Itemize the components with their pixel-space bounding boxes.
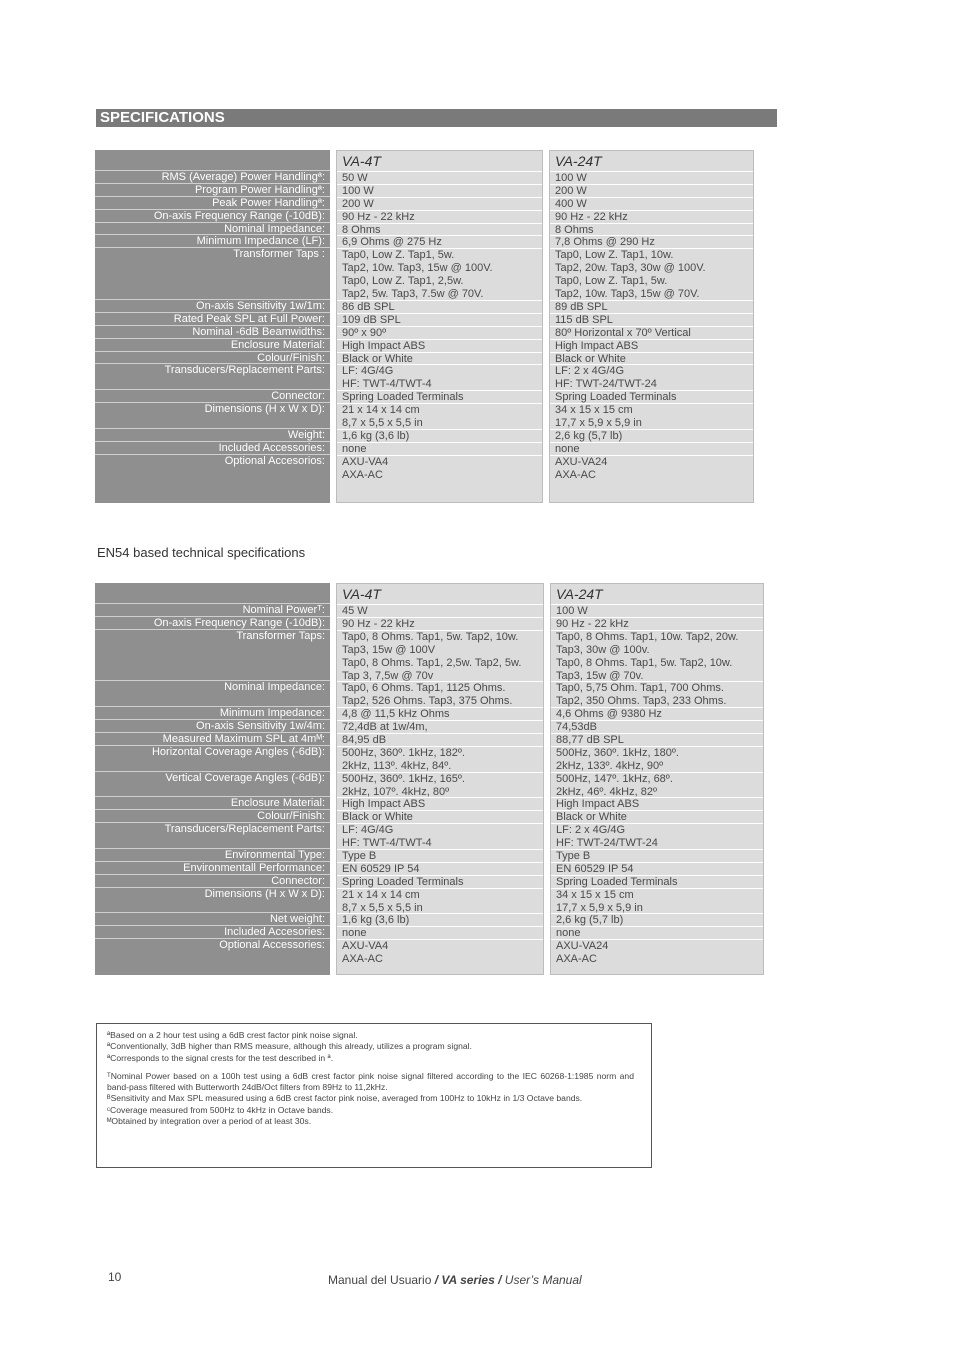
spec-value-line: 90 Hz - 22 kHz [556,617,629,630]
spec-value [551,888,763,914]
model-column-2 [550,583,764,975]
spec-value [337,707,543,720]
spec-value [337,810,543,823]
spec-value [550,390,753,403]
spec-value [550,197,753,210]
spec-label: On-axis Frequency Range (-10dB): [95,209,330,222]
spec-label: Dimensions (H x W x D): [95,402,330,428]
spec-value-line: AXA-AC [556,953,597,966]
spec-value-line: Spring Loaded Terminals [342,391,464,404]
spec-value-line: none [342,927,367,940]
spec-value-line: EN 60529 IP 54 [556,862,634,875]
spec-value-line: 72,4dB at 1w/4m, [342,721,428,733]
spec-label: Optional Accesorios: [95,454,330,480]
spec-value-line: 2,6 kg (5,7 lb) [556,914,624,927]
spec-value [551,810,763,823]
spec-value [337,390,542,403]
spec-value-line: Tap0, 8 Ohms. Tap1, 5w. Tap2, 10w. [342,630,519,643]
spec-label: Weight: [95,428,330,441]
spec-value-line: 90 Hz - 22 kHz [555,210,628,223]
spec-value [337,926,543,939]
spec-value-line: Spring Loaded Terminals [555,391,677,404]
spec-value-line: Tap2, 20w. Tap3, 30w @ 100V. [555,262,706,275]
page-footer [328,1273,582,1287]
spec-value [337,875,543,888]
spec-value-line: 115 dB SPL [555,313,613,326]
spec-value [550,455,753,481]
footer-spanish-title: Manual del Usuario [328,1273,435,1287]
spec-value-line: 100 W [342,184,374,197]
spec-value [337,455,542,481]
spec-value-line: 86 dB SPL [342,300,395,313]
spec-table-primary [95,150,754,503]
footnote: ᴹObtained by integration over a period of at least 30s. [107,1116,312,1127]
spec-value [337,197,542,210]
spec-value-line: HF: TWT-24/TWT-24 [555,378,657,391]
spec-value-line: 4,6 Ohms @ 9380 Hz [556,708,662,721]
spec-label: On-axis Frequency Range (-10dB): [95,616,330,629]
spec-value-line: 21 x 14 x 14 cm [342,404,420,417]
header-spacer [95,583,330,603]
spec-value-line: LF: 4G/4G [342,824,394,837]
spec-value-line: AXU-VA24 [555,455,608,468]
spec-value [550,184,753,197]
spec-value [551,733,763,746]
spec-value [337,326,542,339]
spec-label: Nominal -6dB Beamwidths: [95,325,330,338]
spec-label: Colour/Finish: [95,351,330,364]
spec-value-line: 2,6 kg (5,7 lb) [555,429,623,442]
spec-value [551,720,763,733]
spec-value-line: Black or White [555,352,626,365]
page-number: 10 [108,1270,122,1284]
spec-value-line: 8,7 x 5,5 x 5,5 in [342,901,423,914]
spec-label: Environmentall Performance: [95,861,330,874]
spec-value-line: Tap3, 15w @ 100V [342,643,436,656]
footnote: ᵀNominal Power based on a 100h test using a 6dB crest factor pink noise signal filtered according to the IEC 60268-1:1985 norm and band-pass filtered with Butterworth 24dB/Oct filters from 89Hz to 11,2kHz. [107,1070,634,1093]
spec-value [550,364,753,390]
spec-value [551,604,763,617]
spec-label: Colour/Finish: [95,809,330,822]
spec-value-line: 200 W [555,184,587,197]
model-column-1 [336,583,544,975]
spec-value-line: Tap0, Low Z. Tap1, 5w. [342,249,455,262]
spec-value-line: HF: TWT-24/TWT-24 [556,837,658,850]
en54-section-title: EN54 based technical specifications [97,545,306,560]
spec-value [337,210,542,223]
spec-value-line: 8 Ohms [342,223,381,236]
spec-value-line: Type B [342,850,377,862]
spec-value [550,313,753,326]
spec-label: Measured Maximum SPL at 4mᴹ: [95,732,330,745]
spec-value-line: 500Hz, 360º. 1kHz, 165º. [342,772,465,785]
spec-value-line: Tap2, 350 Ohms. Tap3, 233 Ohms. [556,695,727,708]
spec-value-line: LF: 4G/4G [342,365,394,378]
spec-value-line: 80º Horizontal x 70º Vertical [555,326,691,339]
spec-value [550,442,753,455]
spec-value [550,352,753,365]
spec-value-line: High Impact ABS [556,798,640,811]
spec-value [337,617,543,630]
spec-label: Enclosure Material: [95,338,330,351]
footnote: ªConventionally, 3dB higher than RMS measure, although this already, utilizes a program signal. [107,1041,472,1052]
spec-label: Minimum Impedance (LF): [95,234,330,247]
spec-value-line: 17,7 x 5,9 x 5,9 in [556,901,643,914]
spec-label: Rated Peak SPL at Full Power: [95,312,330,325]
spec-value-line: 1,6 kg (3,6 lb) [342,914,410,927]
spec-label: Optional Accessories: [95,938,330,964]
spec-value-line: 500Hz, 360º. 1kHz, 180º. [556,746,679,759]
model-name: VA-24T [555,153,602,169]
spec-value-line: 2kHz, 107º. 4kHz, 80º [342,785,450,798]
spec-value [551,862,763,875]
spec-value-line: 89 dB SPL [555,300,608,313]
spec-label: Transducers/Replacement Parts: [95,363,330,389]
spec-value-line: none [556,927,581,940]
spec-value [337,604,543,617]
spec-value [337,733,543,746]
spec-label: Nominal Impedance: [95,680,330,706]
spec-value-line: AXA-AC [555,468,596,481]
spec-value-line: 500Hz, 147º. 1kHz, 68º. [556,772,673,785]
spec-label: RMS (Average) Power Handlingª: [95,170,330,183]
spec-value-line: Spring Loaded Terminals [556,875,678,888]
spec-label: Included Accesories: [95,925,330,938]
spec-value-line: 88,77 dB SPL [556,733,624,746]
spec-value-line: none [342,442,367,455]
spec-value-line: Tap2, 10w. Tap3, 15w @ 100V. [342,262,493,275]
spec-value [337,823,543,849]
spec-value [337,720,543,733]
spec-value-line: HF: TWT-4/TWT-4 [342,837,432,850]
spec-value-line: Tap0, 8 Ohms. Tap1, 2,5w. Tap2, 5w. [342,656,522,669]
spec-value-line: 84,95 dB [342,733,387,746]
spec-label: Enclosure Material: [95,796,330,809]
spec-label: Included Accessories: [95,441,330,454]
spec-value [337,681,543,707]
spec-value-line: Tap3, 15w @ 70v. [556,669,644,682]
spec-value [551,913,763,926]
spec-value [337,171,542,184]
spec-value-line: 1,6 kg (3,6 lb) [342,429,410,442]
spec-value [337,184,542,197]
spec-value [550,403,753,429]
model-name: VA-24T [556,586,603,602]
spec-value [551,746,763,772]
spec-value-line: LF: 2 x 4G/4G [555,365,625,378]
spec-value-line: High Impact ABS [342,798,426,811]
footer-series: / VA series / [434,1273,502,1287]
spec-value-line: 8 Ohms [555,223,594,236]
spec-value-line: HF: TWT-4/TWT-4 [342,378,432,391]
spec-value [337,772,543,798]
spec-value-line: 74,53dB [556,721,597,733]
spec-label: Environmental Type: [95,848,330,861]
spec-value-line: Spring Loaded Terminals [342,875,464,888]
spec-value [337,913,543,926]
spec-value-line: Tap0, Low Z. Tap1, 10w. [555,249,674,262]
spec-value [337,939,543,965]
spec-value [337,248,542,300]
spec-value-line: Tap0, Low Z. Tap1, 2,5w. [342,275,464,288]
spec-value-line: AXU-VA24 [556,940,609,953]
footnote: ᴮSensitivity and Max SPL measured using a 6dB crest factor pink noise, averaged from 100Hz to 10kHz in 1/3 Octave bands. [107,1093,583,1104]
spec-value-line: Tap2, 5w. Tap3, 7.5w @ 70V. [342,288,484,300]
spec-label: Program Power Handlingª: [95,183,330,196]
spec-value [550,300,753,313]
spec-value-line: 45 W [342,605,368,617]
spec-label: Nominal Powerᵀ: [95,603,330,616]
spec-value [551,797,763,810]
spec-value-line: Tap0, 6 Ohms. Tap1, 1125 Ohms. [342,682,506,695]
spec-value-line: AXU-VA4 [342,455,389,468]
model-name: VA-4T [342,153,381,169]
spec-value-line: 7,8 Ohms @ 290 Hz [555,236,655,249]
footnotes-box [96,1023,652,1168]
spec-value [337,429,542,442]
spec-value-line: Tap2, 10w. Tap3, 15w @ 70V. [555,288,700,300]
spec-value-line: 4,8 @ 11,5 kHz Ohms [342,708,450,721]
spec-value-line: 8,7 x 5,5 x 5,5 in [342,416,423,429]
spec-value-line: 34 x 15 x 15 cm [556,888,634,901]
spec-value-line: Tap0, 5,75 Ohm. Tap1, 700 Ohms. [556,682,724,695]
label-column [95,583,330,975]
spec-value [550,210,753,223]
spec-value-line: AXA-AC [342,468,383,481]
header-spacer [95,150,330,170]
spec-value [551,707,763,720]
model-name: VA-4T [342,586,381,602]
spec-value [337,352,542,365]
spec-value-line: Tap 3, 7,5w @ 70v [342,669,434,682]
footnote: ªCorresponds to the signal crests for the test described in ª. [107,1052,334,1063]
spec-value [550,248,753,300]
spec-value-line: Tap3, 30w @ 100v. [556,643,650,656]
spec-value [337,300,542,313]
spec-label: Peak Power Handlingª: [95,196,330,209]
spec-value [550,429,753,442]
spec-value [337,403,542,429]
spec-value [337,313,542,326]
spec-value-line: Tap0, Low Z. Tap1, 5w. [555,275,668,288]
spec-value-line: LF: 2 x 4G/4G [556,824,626,837]
spec-value-line: 200 W [342,197,374,210]
spec-value [337,849,543,862]
spec-value [337,862,543,875]
spec-value-line: 6,9 Ohms @ 275 Hz [342,236,442,249]
label-column [95,150,330,503]
spec-value [337,442,542,455]
spec-label: Minimum Impedance: [95,706,330,719]
spec-value-line: 2kHz, 46º. 4kHz, 82º [556,785,657,798]
spec-value-line: 109 dB SPL [342,313,401,326]
spec-label: On-axis Sensitivity 1w/4m: [95,719,330,732]
spec-value-line: 2kHz, 133º. 4kHz, 90º [556,759,664,772]
spec-value-line: 21 x 14 x 14 cm [342,888,420,901]
spec-value [550,171,753,184]
spec-value [337,797,543,810]
spec-value [337,888,543,914]
spec-value [551,617,763,630]
spec-label: Transformer Taps : [95,247,330,299]
spec-value [551,630,763,682]
spec-value [550,326,753,339]
spec-value-line: Type B [556,850,591,862]
spec-value [337,235,542,248]
spec-label: Transducers/Replacement Parts: [95,822,330,848]
spec-value-line: none [555,442,580,455]
spec-value-line: High Impact ABS [342,339,426,352]
spec-label: Horizontal Coverage Angles (-6dB): [95,745,330,771]
spec-label: On-axis Sensitivity 1w/1m: [95,299,330,312]
spec-label: Connector: [95,874,330,887]
spec-value [550,339,753,352]
spec-value [551,939,763,965]
spec-value-line: Black or White [342,811,413,824]
footer-english-title: User’s Manual [501,1273,582,1287]
spec-value-line: Black or White [556,811,627,824]
spec-value-line: Tap2, 526 Ohms. Tap3, 375 Ohms. [342,695,513,708]
spec-value-line: Tap0, 8 Ohms. Tap1, 10w. Tap2, 20w. [556,630,739,643]
spec-label: Dimensions (H x W x D): [95,887,330,913]
spec-value-line: 50 W [342,172,368,184]
spec-label: Net weight: [95,912,330,925]
spec-value-line: AXU-VA4 [342,940,389,953]
spec-value-line: AXA-AC [342,953,383,966]
spec-value-line: 100 W [556,605,588,617]
spec-value-line: 34 x 15 x 15 cm [555,404,633,417]
spec-value-line: 90 Hz - 22 kHz [342,210,415,223]
model-column-1 [336,150,543,503]
model-column-2 [549,150,754,503]
spec-value-line: 17,7 x 5,9 x 5,9 in [555,416,642,429]
spec-value-line: 400 W [555,197,587,210]
spec-value-line: High Impact ABS [555,339,639,352]
spec-value [337,364,542,390]
spec-value-line: Black or White [342,352,413,365]
spec-value-line: 500Hz, 360º. 1kHz, 182º. [342,746,465,759]
spec-value-line: 2kHz, 113º. 4kHz, 84º. [342,759,452,772]
spec-value [551,772,763,798]
spec-label: Transformer Taps: [95,629,330,681]
spec-value [337,746,543,772]
footnote: ᶜCoverage measured from 500Hz to 4kHz in Octave bands. [107,1104,334,1115]
spec-value [550,223,753,236]
footnote: ªBased on a 2 hour test using a 6dB crest factor pink noise signal. [107,1030,358,1040]
spec-value-line: 100 W [555,172,587,184]
spec-value [337,339,542,352]
spec-value-line: EN 60529 IP 54 [342,862,420,875]
section-title: SPECIFICATIONS [96,109,777,127]
spec-value [551,681,763,707]
spec-label: Nominal Impedance: [95,222,330,235]
spec-value-line: 90 Hz - 22 kHz [342,617,415,630]
spec-value [551,875,763,888]
spec-value [551,823,763,849]
spec-value-line: 90º x 90º [342,326,387,339]
spec-value [337,630,543,682]
spec-value [550,235,753,248]
spec-table-en54 [95,583,764,975]
spec-label: Vertical Coverage Angles (-6dB): [95,771,330,797]
spec-value [551,926,763,939]
spec-label: Connector: [95,389,330,402]
spec-value [551,849,763,862]
spec-value-line: Tap0, 8 Ohms. Tap1, 5w. Tap2, 10w. [556,656,733,669]
spec-value [337,223,542,236]
